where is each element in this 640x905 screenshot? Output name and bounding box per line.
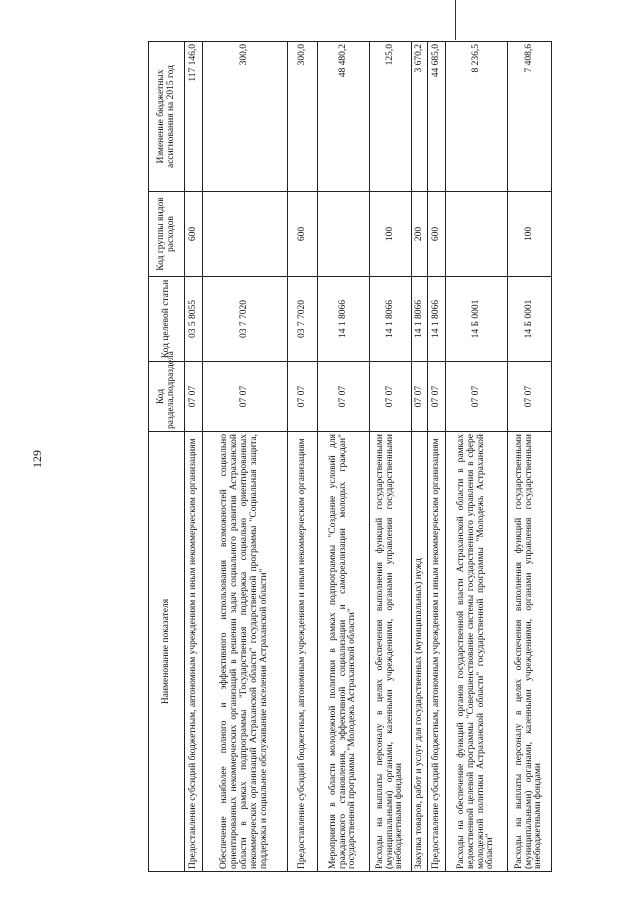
row-article: 14 Б 0001 [446,277,508,362]
row-group [318,192,370,277]
row-article: 14 1 8066 [428,277,446,362]
row-name: Расходы на выплаты персоналу в целях обеспечения выполнения функций государственными (муниципальными) органами, казенными учреждениями, органами управления государственными внебюджетными фондами [370,432,412,872]
header-section-code: Код раздела,подраздела [149,362,185,432]
header-article-code: Код целевой статьи [149,277,185,362]
row-group: 600 [428,192,446,277]
table-row [185,42,203,872]
row-section: 07 07 [185,362,203,432]
page-number: 129 [30,450,44,468]
row-name: Мероприятия в области молодежной политики в рамках подпрограммы "Создание условий для гражданского становления, эффективной социализации и самореализации молодых граждан" государственной программы "Молодежь Астраханской области" [318,432,370,872]
row-change: 117 146,0 [185,42,203,192]
table-row [288,42,318,872]
row-group: 200 [412,192,428,277]
row-name: Предоставление субсидий бюджетным, автономным учреждениям и иным некоммерческим организациям [428,432,446,872]
table-row [370,42,412,872]
table-row [446,42,508,872]
row-section: 07 07 [203,362,288,432]
row-article: 14 1 8066 [412,277,428,362]
row-change: 7 408,6 [508,42,552,192]
row-article: 03 5 8055 [185,277,203,362]
budget-table [148,41,552,872]
row-article: 14 1 8066 [318,277,370,362]
table-row [428,42,446,872]
table-row [508,42,552,872]
row-name: Предоставление субсидий бюджетным, автономным учреждениям и иным некоммерческим организациям [185,432,203,872]
row-group: 100 [370,192,412,277]
header-budget-change: Изменение бюджетных ассигнования на 2015 год [149,42,185,192]
row-section: 07 07 [508,362,552,432]
row-article: 14 Б 0001 [508,277,552,362]
row-change: 44 685,0 [428,42,446,192]
row-change: 300,0 [203,42,288,192]
table-row [318,42,370,872]
row-article: 14 1 8066 [370,277,412,362]
row-section: 07 07 [428,362,446,432]
table-row [412,42,428,872]
row-section: 07 07 [446,362,508,432]
row-change: 125,0 [370,42,412,192]
row-section: 07 07 [318,362,370,432]
header-name: Наименование показателя [149,432,185,872]
row-name: Расходы на обеспечение функций органов государственной власти Астраханской области в рамках ведомственной целевой программы "Совершенствование системы государственного управления в сфере молодежной политики Астраханской области" государственной программы "Молодежь Астраханской области" [446,432,508,872]
row-group [203,192,288,277]
row-group: 100 [508,192,552,277]
table-header-row [149,42,185,872]
row-name: Обеспечение наиболее полного и эффективного использования возможностей социально ориентированных некоммерческих организаций в решении задач социального развития Астраханской области в рамках подпрограммы "Государственная поддержка социально ориентированных некоммерческих организаций Астраханской области" государственной программы "Социальная защита, поддержка и социальное обслуживание населения Астраханской области" [203,432,288,872]
scan-edge-line [455,0,456,40]
row-name: Закупка товаров, работ и услуг для государственных (муниципальных) нужд [412,432,428,872]
row-change: 300,0 [288,42,318,192]
header-expense-group-code: Код группы видов расходов [149,192,185,277]
row-section: 07 07 [412,362,428,432]
row-change: 8 236,5 [446,42,508,192]
row-change: 48 480,2 [318,42,370,192]
row-article: 03 7 7020 [288,277,318,362]
row-group: 600 [288,192,318,277]
row-name: Расходы на выплаты персоналу в целях обеспечения выполнения функций государственными (муниципальными) органами, казенными учреждениями, органами управления государственными внебюджетными фондами [508,432,552,872]
row-article: 03 7 7020 [203,277,288,362]
row-group [446,192,508,277]
budget-table-container [148,42,544,872]
table-row [203,42,288,872]
row-section: 07 07 [288,362,318,432]
row-change: 3 670,2 [412,42,428,192]
row-name: Предоставление субсидий бюджетным, автономным учреждениям и иным некоммерческим организациям [288,432,318,872]
row-section: 07 07 [370,362,412,432]
row-group: 600 [185,192,203,277]
